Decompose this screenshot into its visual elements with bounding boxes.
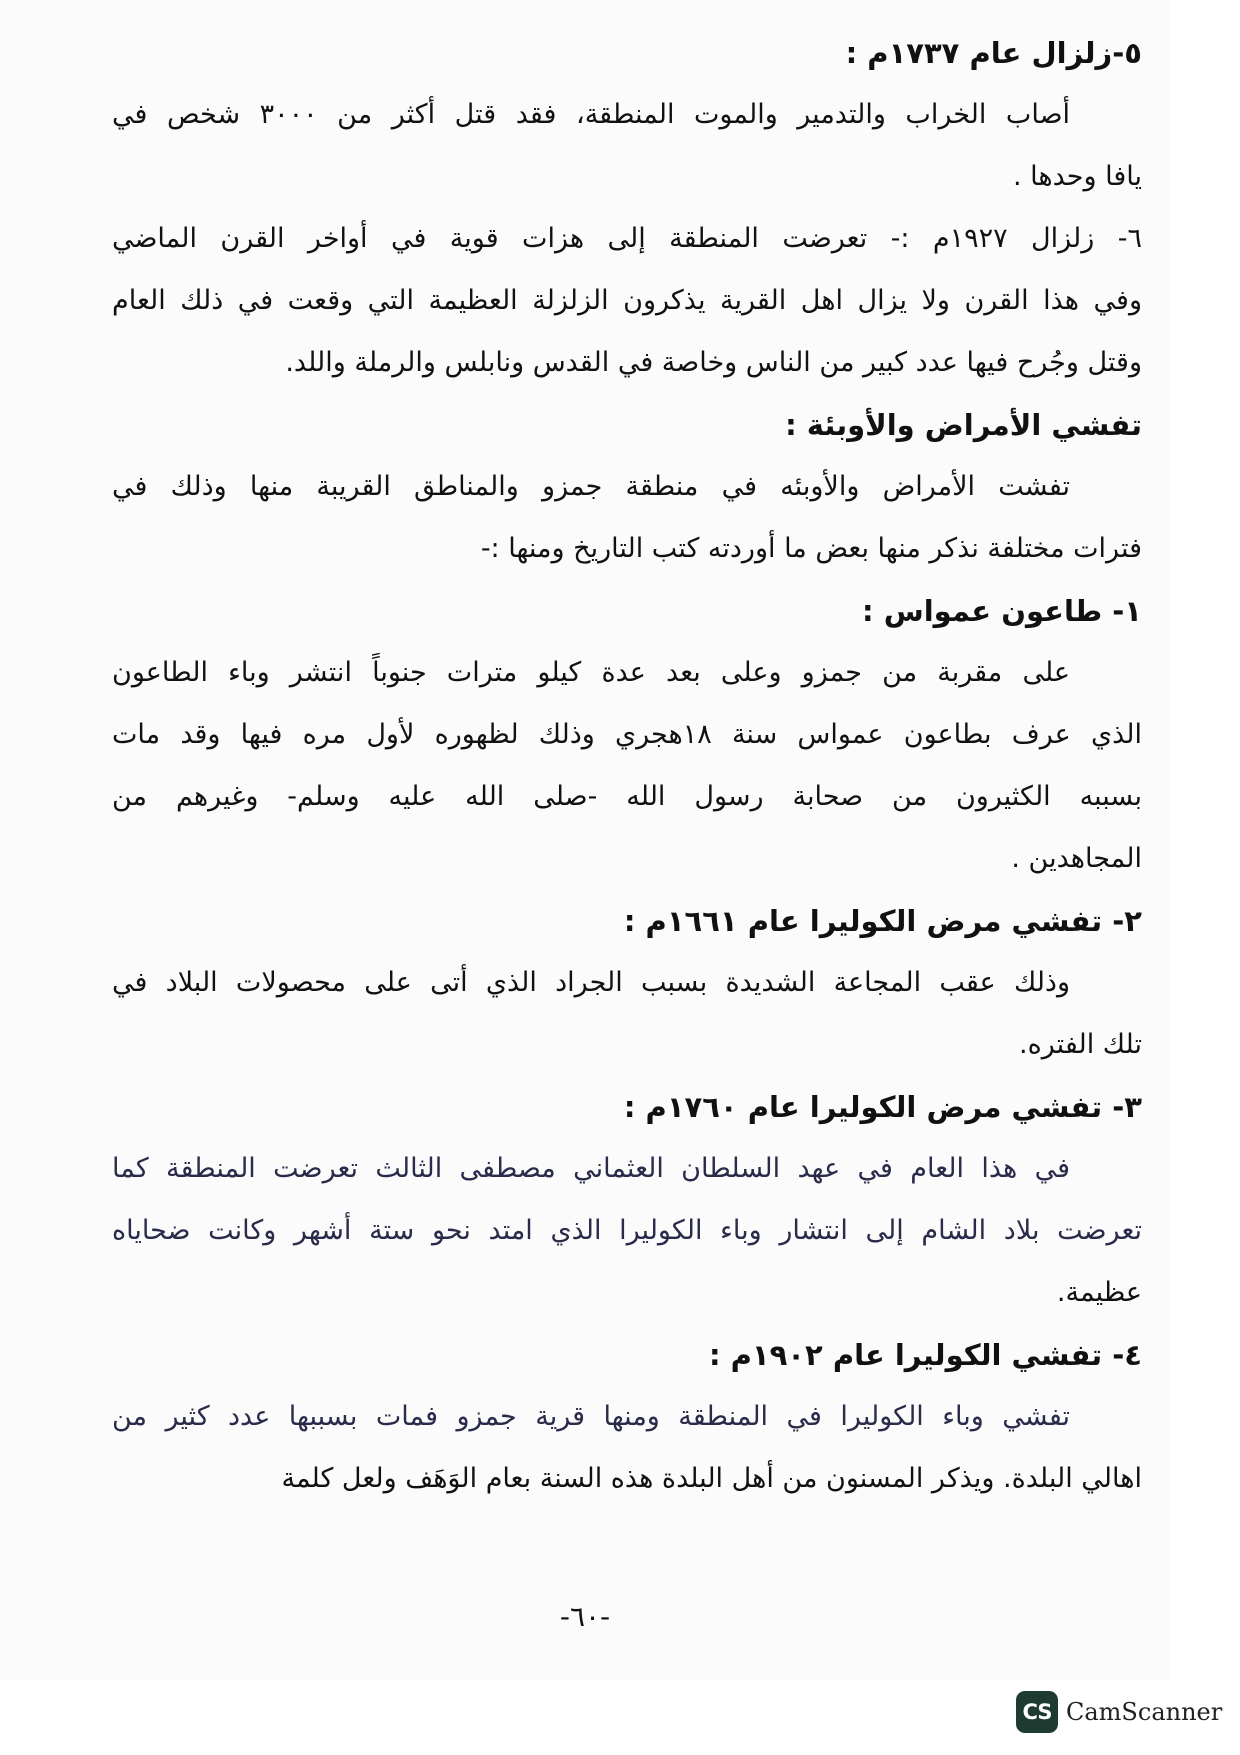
paragraph-line: في هذا العام في عهد السلطان العثماني مصطفى الثالث تعرضت المنطقة كما <box>112 1153 1070 1184</box>
paragraph-line: يافا وحدها . <box>1013 161 1142 192</box>
paragraph-line: ٦- زلزال ١٩٢٧م :- تعرضت المنطقة إلى هزات قوية في أواخر القرن الماضي <box>112 223 1142 254</box>
paragraph-line: اهالي البلدة. ويذكر المسنون من أهل البلدة هذه السنة بعام الوَهَف ولعل كلمة <box>281 1463 1142 1494</box>
camscanner-logo-icon: CS <box>1016 1691 1058 1733</box>
paragraph-line: فترات مختلفة نذكر منها بعض ما أوردته كتب التاريخ ومنها :- <box>480 533 1142 564</box>
camscanner-label: CamScanner <box>1066 1698 1223 1726</box>
section-heading: تفشي الأمراض والأوبئة : <box>785 408 1142 442</box>
section-heading: ١- طاعون عمواس : <box>862 594 1142 628</box>
paragraph-line: وفي هذا القرن ولا يزال اهل القرية يذكرون الزلزلة العظيمة التي وقعت في ذلك العام <box>112 285 1142 316</box>
paragraph-line: تعرضت بلاد الشام إلى انتشار وباء الكوليرا الذي امتد نحو ستة أشهر وكانت ضحاياه <box>112 1215 1142 1246</box>
paragraph-line: تفشي وباء الكوليرا في المنطقة ومنها قرية جمزو فمات بسببها عدد كثير من <box>112 1401 1070 1432</box>
camscanner-watermark <box>1016 1690 1222 1734</box>
document-body <box>112 22 1142 1510</box>
section-heading: ٣- تفشي مرض الكوليرا عام ١٧٦٠م : <box>623 1090 1142 1124</box>
paragraph-line: على مقربة من جمزو وعلى بعد عدة كيلو مترات جنوباً انتشر وباء الطاعون <box>112 657 1070 688</box>
paragraph-line: تلك الفتره. <box>1019 1029 1142 1060</box>
paragraph-line: المجاهدين . <box>1011 843 1142 874</box>
section-heading: ٥-زلزال عام ١٧٣٧م : <box>845 36 1142 70</box>
paragraph-line: أصاب الخراب والتدمير والموت المنطقة، فقد قتل أكثر من ٣٠٠٠ شخص في <box>112 99 1070 130</box>
paragraph-line: عظيمة. <box>1056 1277 1142 1308</box>
paragraph-line: وقتل وجُرح فيها عدد كبير من الناس وخاصة في القدس ونابلس والرملة واللد. <box>285 347 1142 378</box>
page-number: -٦٠- <box>559 1600 611 1633</box>
paragraph-line: تفشت الأمراض والأوبئه في منطقة جمزو والمناطق القريبة منها وذلك في <box>112 471 1070 502</box>
section-heading: ٢- تفشي مرض الكوليرا عام ١٦٦١م : <box>623 904 1142 938</box>
paragraph-line: وذلك عقب المجاعة الشديدة بسبب الجراد الذي أتى على محصولات البلاد في <box>112 967 1070 998</box>
paragraph-line: الذي عرف بطاعون عمواس سنة ١٨هجري وذلك لظهوره لأول مره فيها وقد مات <box>112 719 1142 750</box>
section-heading: ٤- تفشي الكوليرا عام ١٩٠٢م : <box>708 1338 1142 1372</box>
paragraph-line: بسببه الكثيرون من صحابة رسول الله -صلى الله عليه وسلم- وغيرهم من <box>112 781 1142 812</box>
